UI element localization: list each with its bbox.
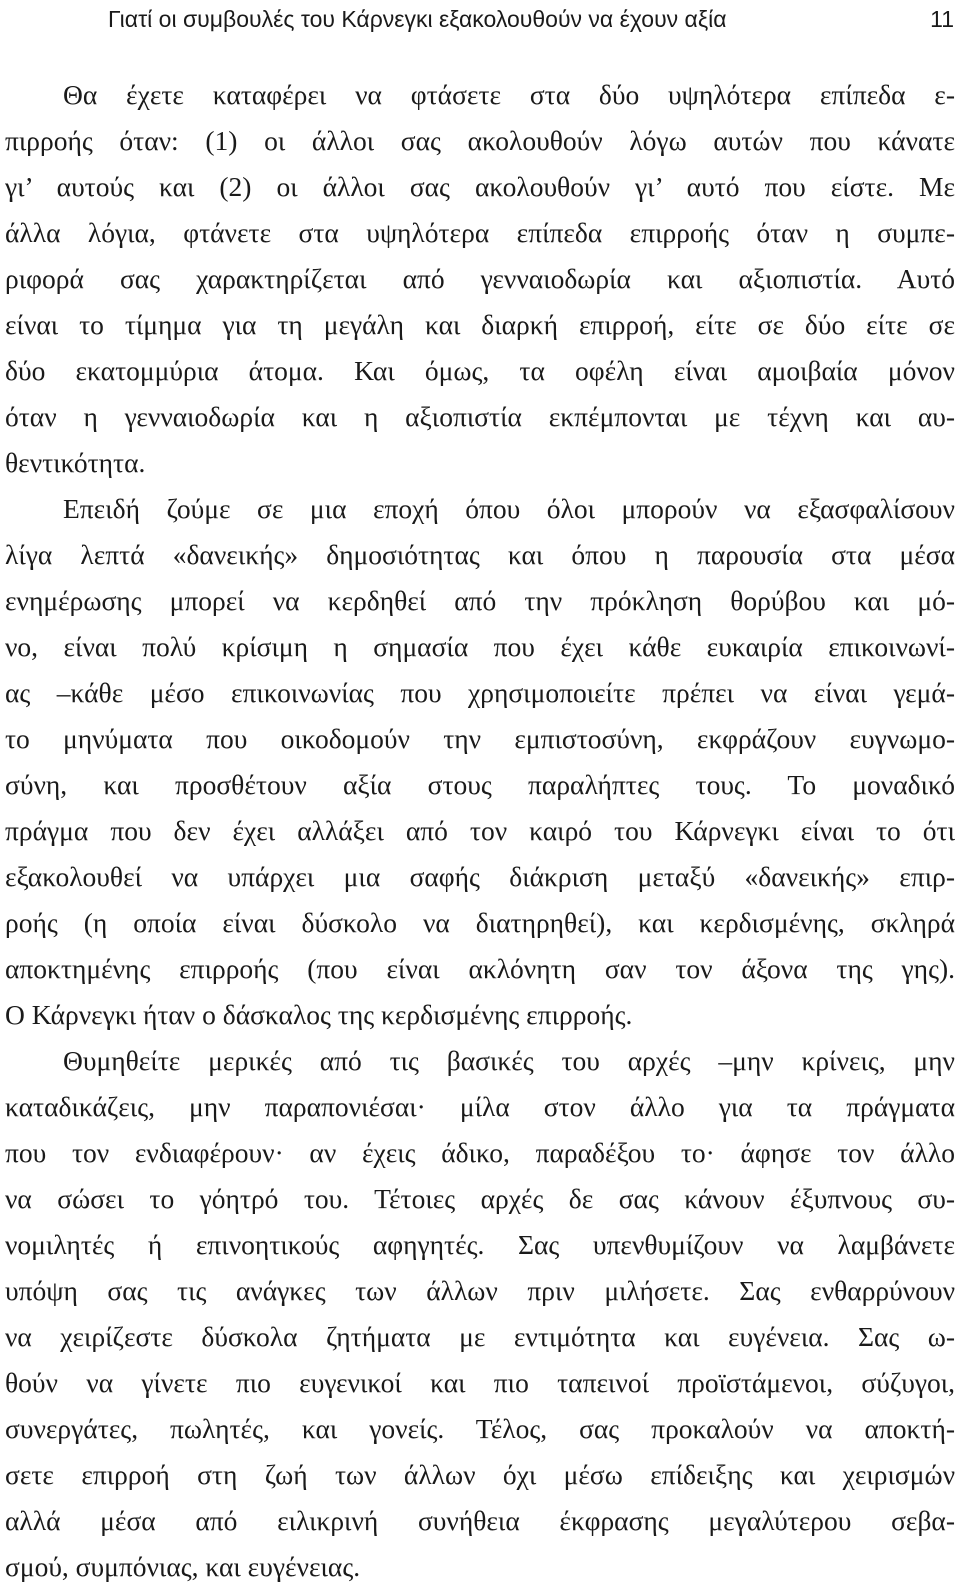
text-line: καταδικάζεις, μην παραπονιέσαι· μίλα στον άλλο για τα πράγματα: [5, 1091, 955, 1122]
text-line: άλλα λόγια, φτάνετε στα υψηλότερα επίπεδα επιρροής όταν η συμπε-: [5, 217, 955, 248]
text-line: σμού, συμπόνιας, και ευγένειας.: [5, 1551, 361, 1582]
text-line: είναι το τίμημα για τη μεγάλη και διαρκή επιρροή, είτε σε δύο είτε σε: [5, 309, 955, 340]
text-line: πιρροής όταν: (1) οι άλλοι σας ακολουθούν λόγω αυτών που κάνατε: [5, 125, 955, 156]
text-line: που τον ενδιαφέρουν· αν έχεις άδικο, παραδέξου το· άφησε τον άλλο: [5, 1137, 955, 1168]
text-line: πράγμα που δεν έχει αλλάξει από τον καιρό του Κάρνεγκι είναι το ότι: [5, 815, 955, 846]
text-line: σετε επιρροή στη ζωή των άλλων όχι μέσω επίδειξης και χειρισμών: [5, 1459, 955, 1490]
text-line: λίγα λεπτά «δανεικής» δημοσιότητας και όπου η παρουσία στα μέσα: [5, 539, 955, 570]
paragraph: [5, 1038, 955, 1590]
text-line: όταν η γενναιοδωρία και η αξιοπιστία εκπέμπονται με τέχνη και αυ-: [5, 401, 955, 432]
text-line: ας –κάθε μέσο επικοινωνίας που χρησιμοποιείτε πρέπει να είναι γεμά-: [5, 677, 955, 708]
text-line: θεντικότητα.: [5, 447, 146, 478]
text-line: να σώσει το γόητρό του. Τέτοιες αρχές δε σας κάνουν έξυπνους συ-: [5, 1183, 955, 1214]
page-number: 11: [930, 6, 954, 32]
running-header-title: Γιατί οι συμβουλές του Κάρνεγκι εξακολουθούν να έχουν αξία: [108, 6, 727, 32]
running-header: [108, 4, 954, 34]
text-line: σύνη, και προσθέτουν αξία στους παραλήπτες τους. Το μοναδικό: [5, 769, 955, 800]
paragraph: [5, 486, 955, 1038]
text-line: νομιλητές ή επινοητικούς αφηγητές. Σας υπενθυμίζουν να λαμβάνετε: [5, 1229, 955, 1260]
text-line: Θυμηθείτε μερικές από τις βασικές του αρχές –μην κρίνεις, μην: [63, 1045, 955, 1076]
body-text: [5, 72, 955, 1590]
text-line: υπόψη σας τις ανάγκες των άλλων πριν μιλήσετε. Σας ενθαρρύνουν: [5, 1275, 955, 1306]
text-line: νο, είναι πολύ κρίσιμη η σημασία που έχει κάθε ευκαιρία επικοινωνί-: [5, 631, 955, 662]
text-line: ροής (η οποία είναι δύσκολο να διατηρηθεί), και κερδισμένης, σκληρά: [5, 907, 955, 938]
paragraph: [5, 72, 955, 486]
text-line: να χειρίζεστε δύσκολα ζητήματα με εντιμότητα και ευγένεια. Σας ω-: [5, 1321, 955, 1352]
text-line: αλλά μέσα από ειλικρινή συνήθεια έκφρασης μεγαλύτερου σεβα-: [5, 1505, 955, 1536]
text-line: εξακολουθεί να υπάρχει μια σαφής διάκριση μεταξύ «δανεικής» επιρ-: [5, 861, 955, 892]
text-line: το μηνύματα που οικοδομούν την εμπιστοσύνη, εκφράζουν ευγνωμο-: [5, 723, 955, 754]
text-line: δύο εκατομμύρια άτομα. Και όμως, τα οφέλη είναι αμοιβαία μόνον: [5, 355, 955, 386]
text-line: Θα έχετε καταφέρει να φτάσετε στα δύο υψηλότερα επίπεδα ε-: [63, 79, 955, 110]
text-line: ενημέρωσης μπορεί να κερδηθεί από την πρόκληση θορύβου και μό-: [5, 585, 955, 616]
text-line: Επειδή ζούμε σε μια εποχή όπου όλοι μπορούν να εξασφαλίσουν: [63, 493, 955, 524]
text-line: συνεργάτες, πωλητές, και γονείς. Τέλος, σας προκαλούν να αποκτή-: [5, 1413, 955, 1444]
text-line: θούν να γίνετε πιο ευγενικοί και πιο ταπεινοί προϊστάμενοι, σύζυγοι,: [5, 1367, 955, 1398]
text-line: Ο Κάρνεγκι ήταν ο δάσκαλος της κερδισμένης επιρροής.: [5, 999, 633, 1030]
text-line: γι’ αυτούς και (2) οι άλλοι σας ακολουθούν γι’ αυτό που είστε. Με: [5, 171, 955, 202]
text-line: αποκτημένης επιρροής (που είναι ακλόνητη σαν τον άξονα της γης).: [5, 953, 955, 984]
text-line: ριφορά σας χαρακτηρίζεται από γενναιοδωρία και αξιοπιστία. Αυτό: [5, 263, 955, 294]
